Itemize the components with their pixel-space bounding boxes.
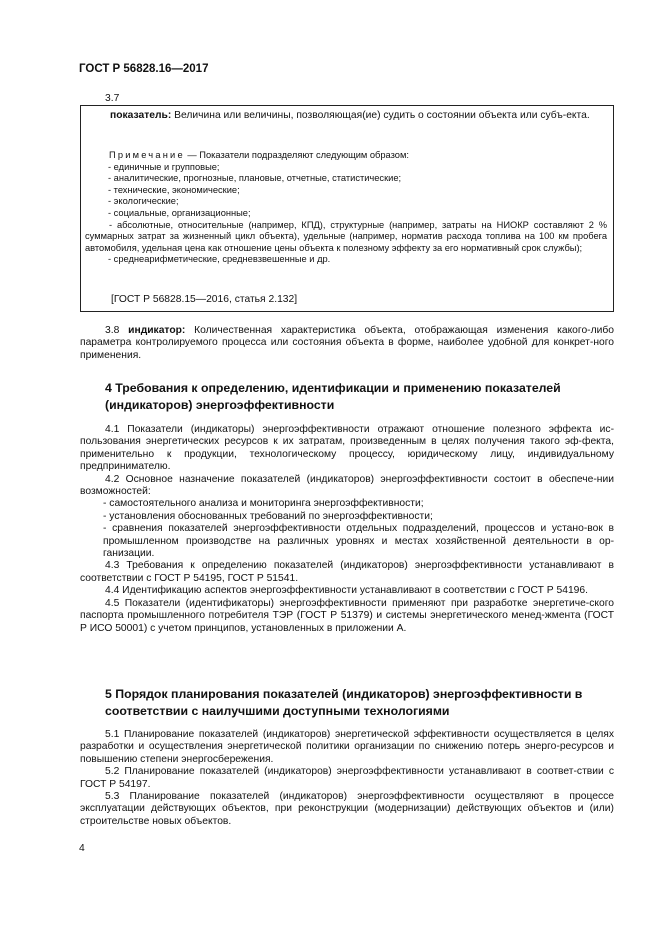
- list-item: - единичные и групповые;: [108, 161, 220, 172]
- paragraph-4-5: 4.5 Показатели (идентификаторы) энергоэффективности применяют при разработке энергетиче-ского паспорта промышленного потребителя ТЭР (ГОСТ Р 51379) и системы энергетического менед-жмента (ГОСТ Р ИСО 50001) с учетом принципов, установленных в приложении А.: [80, 597, 614, 634]
- paragraph-4-2: 4.2 Основное назначение показателей (индикаторов) энергоэффективности состоит в обеспече-нии возможностей:: [80, 473, 614, 498]
- section-4-title: 4 Требования к определению, идентификации и применению показателей (индикаторов) энергоэффективности: [105, 381, 561, 412]
- definition-3-8: [80, 325, 614, 362]
- section-5-title: 5 Порядок планирования показателей (индикаторов) энергоэффективности в соответствии с наилучшими доступными технологиями: [105, 687, 583, 718]
- list-item: - установления обоснованных требований по энергоэффективности;: [103, 510, 433, 522]
- term-pokazatel: показатель:: [110, 110, 172, 121]
- section-5-body: [80, 729, 614, 828]
- list-item: - среднеарифметические, средневзвешенные и др.: [108, 254, 331, 265]
- definition-text: Величина или величины, позволяющая(ие) судить о состоянии объекта или субъ-екта.: [171, 110, 590, 121]
- page-number: 4: [79, 843, 85, 854]
- section-4-body: [80, 424, 614, 635]
- list-item: - социальные, организационные;: [108, 207, 251, 218]
- note-label: Примечание: [109, 150, 185, 160]
- definition-box: [80, 105, 614, 312]
- reference: [ГОСТ Р 56828.15—2016, статья 2.132]: [111, 294, 298, 305]
- paragraph-5-1: 5.1 Планирование показателей (индикаторов) энергетической эффективности осуществляется в целях разработки и осуществления энергетической политики организации по снижению потерь энерго-ресурсов и повышению степени энергосбережения.: [80, 729, 614, 765]
- note-block: [85, 150, 607, 266]
- list-item: - самостоятельного анализа и мониторинга энергоэффективности;: [103, 498, 424, 510]
- paragraph-4-3: 4.3 Требования к определению показателей (индикаторов) энергоэффективности устанавливают в соответствии с ГОСТ Р 54195, ГОСТ Р 51541.: [80, 560, 614, 584]
- list-item: - абсолютные, относительные (например, КПД), структурные (например, затраты на НИОКР составляют 2 % суммарных затрат за жизненный цикл объекта), удельные (например, норматив расхода топлива на 100 км пробега автомобиля, удельная цена как отношение цены объекта к полезному эффекту за его нормативный срок службы);: [85, 219, 607, 253]
- list-item: - экологические;: [108, 196, 179, 207]
- note-text: — Показатели подразделяют следующим образом:: [184, 150, 409, 160]
- term-indikator: индикатор:: [128, 325, 186, 336]
- list-item: - аналитические, прогнозные, плановые, отчетные, статистические;: [108, 173, 402, 184]
- definition-3-7: [85, 110, 607, 122]
- document-header: ГОСТ Р 56828.16—2017: [79, 63, 209, 75]
- paragraph-5-3: 5.3 Планирование показателей (индикаторов) энергоэффективности осуществляют в процессе эксплуатации действующих объектов, при реконструкции (модернизации) действующих объектов и (или) строительстве новых объектов.: [80, 791, 614, 827]
- paragraph-5-2: 5.2 Планирование показателей (индикаторов) энергоэффективности устанавливают в соответ-ствии с ГОСТ Р 54197.: [80, 766, 614, 790]
- list-item: - технические, экономические;: [108, 184, 240, 195]
- paragraph-4-1: 4.1 Показатели (индикаторы) энергоэффективности отражают отношение полезного эффекта ис-пользования энергетических ресурсов к их затратам, произведенным в целях получения такого эф-фекта, применительно к продукции, технологическому процессу, юридическому лицу, индивидуальному предпринимателю.: [80, 424, 614, 473]
- section-number-3-7: 3.7: [105, 93, 120, 104]
- paragraph-4-4: 4.4 Идентификацию аспектов энергоэффективности устанавливают в соответствии с ГОСТ Р 54196.: [105, 585, 588, 597]
- definition-text: Количественная характеристика объекта, отображающая изменения какого-либо параметра контролируемого процесса или состояния объекта в форме, наиболее удобной для конкрет-ного применения.: [80, 325, 614, 361]
- list-item: - сравнения показателей энергоэффективности отдельных подразделений, процессов и устано-вок в промышленном производстве на различных уровнях и местах хозяйственной деятельности в ор-ганизации.: [103, 523, 614, 560]
- section-number-3-8: 3.8: [105, 325, 120, 336]
